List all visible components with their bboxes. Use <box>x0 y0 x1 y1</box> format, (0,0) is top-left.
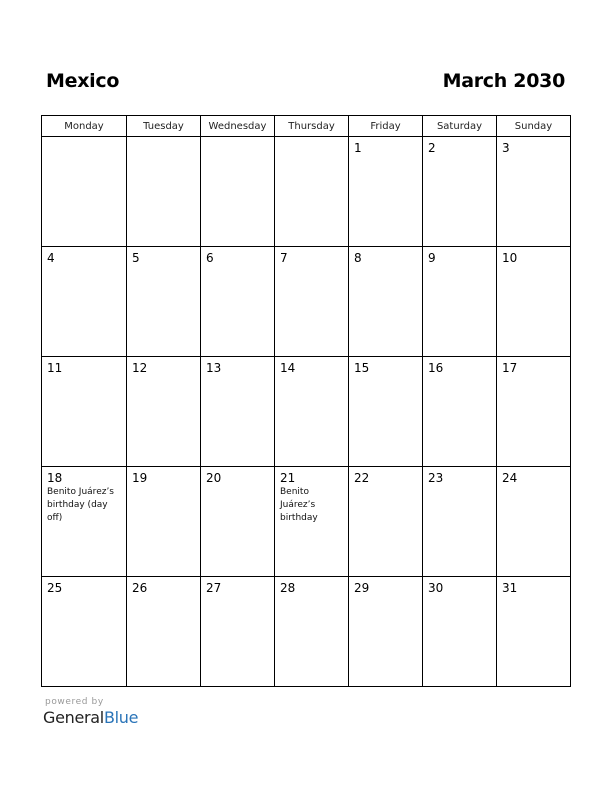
day-number: 10 <box>502 251 518 265</box>
day-number: 13 <box>206 361 222 375</box>
country-title: Mexico <box>46 70 120 92</box>
day-cell <box>201 467 275 577</box>
day-number <box>127 137 200 141</box>
weekday-header-row <box>42 116 571 137</box>
day-number: 15 <box>354 361 370 375</box>
month-title: March 2030 <box>442 70 565 92</box>
day-number: 8 <box>354 251 362 265</box>
day-cell <box>201 137 275 247</box>
day-cell <box>127 467 201 577</box>
day-cell <box>423 247 497 357</box>
day-cell <box>423 357 497 467</box>
day-number: 11 <box>47 361 63 375</box>
day-number: 9 <box>428 251 436 265</box>
day-number: 31 <box>502 581 518 595</box>
day-cell <box>275 357 349 467</box>
powered-by-text: powered by <box>45 697 104 707</box>
brand-blue-text: Blue <box>103 708 139 727</box>
day-cell <box>497 357 571 467</box>
day-number: 18 <box>47 471 63 485</box>
week-row-2 <box>42 247 571 357</box>
day-number: 17 <box>502 361 518 375</box>
day-cell <box>349 137 423 247</box>
weekday-tuesday: Tuesday <box>127 116 201 137</box>
calendar-grid <box>41 115 571 687</box>
week-row-4 <box>42 467 571 577</box>
day-cell <box>423 137 497 247</box>
day-number: 12 <box>132 361 148 375</box>
day-number <box>42 137 126 141</box>
day-cell <box>127 137 201 247</box>
week-row-3 <box>42 357 571 467</box>
day-number: 26 <box>132 581 148 595</box>
day-cell <box>349 467 423 577</box>
weekday-thursday: Thursday <box>275 116 349 137</box>
week-row-1 <box>42 137 571 247</box>
holiday-event: Benito Juárez’s birthday <box>280 487 318 523</box>
day-number: 30 <box>428 581 444 595</box>
day-number: 14 <box>280 361 296 375</box>
day-cell <box>42 467 127 577</box>
day-cell <box>201 247 275 357</box>
day-number: 6 <box>206 251 214 265</box>
weekday-wednesday: Wednesday <box>201 116 275 137</box>
day-number: 28 <box>280 581 296 595</box>
day-cell <box>127 577 201 687</box>
day-number: 24 <box>502 471 518 485</box>
day-cell <box>201 357 275 467</box>
day-number <box>201 137 274 141</box>
day-number: 23 <box>428 471 444 485</box>
day-number: 16 <box>428 361 444 375</box>
weekday-saturday: Saturday <box>423 116 497 137</box>
brand-logo[interactable] <box>43 708 138 727</box>
day-cell <box>497 247 571 357</box>
day-number <box>275 137 348 141</box>
day-cell <box>42 577 127 687</box>
weekday-monday: Monday <box>42 116 127 137</box>
day-number: 29 <box>354 581 370 595</box>
day-cell <box>275 137 349 247</box>
day-cell <box>127 357 201 467</box>
footer-branding <box>43 697 138 727</box>
week-row-5 <box>42 577 571 687</box>
brand-general-text: General <box>43 708 104 727</box>
day-cell <box>423 577 497 687</box>
day-number: 25 <box>47 581 63 595</box>
day-cell <box>497 137 571 247</box>
day-cell <box>275 467 349 577</box>
day-number: 22 <box>354 471 370 485</box>
day-cell <box>127 247 201 357</box>
weekday-friday: Friday <box>349 116 423 137</box>
day-cell <box>42 247 127 357</box>
day-number: 1 <box>354 141 362 155</box>
day-number: 21 <box>280 471 296 485</box>
holiday-event: Benito Juárez’s birthday (day off) <box>47 487 114 523</box>
day-cell <box>275 577 349 687</box>
day-number: 19 <box>132 471 148 485</box>
day-number: 4 <box>47 251 55 265</box>
day-number: 2 <box>428 141 436 155</box>
day-cell <box>423 467 497 577</box>
day-cell <box>497 467 571 577</box>
day-cell <box>349 577 423 687</box>
day-cell <box>497 577 571 687</box>
day-cell <box>349 247 423 357</box>
weekday-sunday: Sunday <box>497 116 571 137</box>
day-number: 5 <box>132 251 140 265</box>
day-number: 7 <box>280 251 288 265</box>
day-cell <box>349 357 423 467</box>
day-number: 20 <box>206 471 222 485</box>
day-cell <box>275 247 349 357</box>
day-cell <box>201 577 275 687</box>
day-cell <box>42 137 127 247</box>
day-cell <box>42 357 127 467</box>
day-number: 3 <box>502 141 510 155</box>
day-number: 27 <box>206 581 222 595</box>
